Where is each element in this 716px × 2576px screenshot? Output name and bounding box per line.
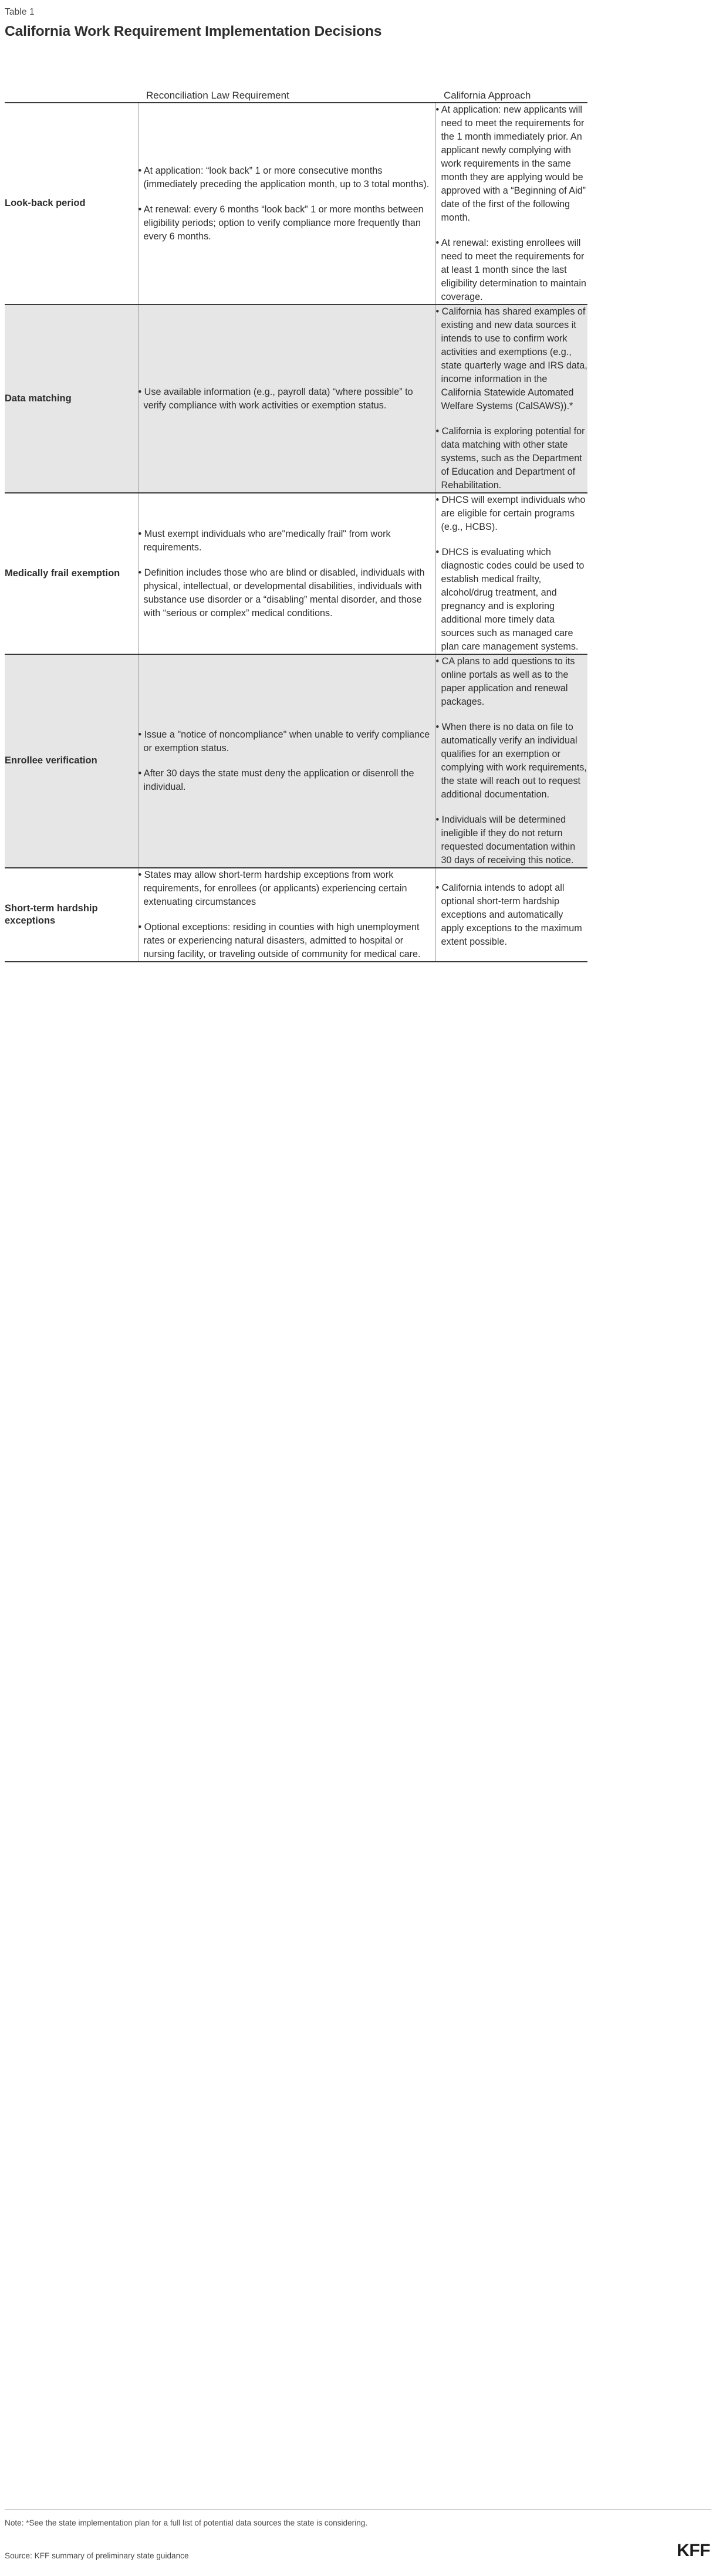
list-item: • California is exploring potential for data matching with other state systems, such as the Department of Education and Department of Rehabilitation. bbox=[435, 426, 585, 491]
source-text: Source: KFF summary of preliminary state guidance bbox=[5, 2551, 189, 2560]
bullet-list bbox=[139, 868, 435, 961]
table-row bbox=[5, 305, 587, 493]
list-item: • California intends to adopt all optional short-term hardship exceptions and automatically apply exceptions to the maximum extent possible. bbox=[435, 882, 582, 947]
list-item: • At application: “look back” 1 or more consecutive months (immediately preceding the application month, up to 3 total months). bbox=[138, 165, 430, 190]
table-header bbox=[5, 89, 587, 103]
list-item: • Optional exceptions: residing in counties with high unemployment rates or experiencing natural disasters, admitted to hospital or nursing facility, or traveling outside of community for medical care. bbox=[138, 922, 421, 960]
row-label: Medically frail exemption bbox=[5, 567, 120, 579]
bullet-list bbox=[139, 728, 435, 794]
footer-divider bbox=[5, 2509, 711, 2510]
kff-logo: KFF bbox=[677, 2541, 710, 2560]
list-item: • Issue a "notice of noncompliance" when unable to verify compliance or exemption status. bbox=[138, 729, 430, 754]
table-row bbox=[5, 103, 587, 305]
row-approach-cell bbox=[435, 493, 587, 654]
list-item: • Must exempt individuals who are"medically frail" from work requirements. bbox=[138, 528, 391, 553]
bullet-list bbox=[436, 103, 588, 304]
bullet-list bbox=[139, 528, 435, 620]
list-item: • Definition includes those who are blind or disabled, individuals with physical, intellectual, or developmental disabilities, individuals with substance use disorder or a “disabling” mental disorder, and those with “serious or complex” medical conditions. bbox=[138, 567, 425, 618]
data-table-container bbox=[5, 89, 587, 962]
list-item: • DHCS is evaluating which diagnostic codes could be used to establish medical frailty, alcohol/drug treatment, and pregnancy and is exploring additional more timely data sources such as managed care plan care management systems. bbox=[435, 547, 585, 653]
list-item: • Individuals will be determined ineligible if they do not return requested documentation within 30 days of receiving this notice. bbox=[435, 814, 576, 866]
row-label: Enrollee verification bbox=[5, 654, 138, 868]
table-body bbox=[5, 103, 587, 962]
list-item: • After 30 days the state must deny the application or disenroll the individual. bbox=[138, 768, 414, 793]
row-approach-cell bbox=[435, 654, 587, 868]
list-item: • At application: new applicants will need to meet the requirements for the 1 month immediately prior. An applicant newly complying with work requirements in the same month they are applying would be approved with a “Beginning of Aid” date of the first of the following month. bbox=[435, 104, 586, 224]
list-item: • DHCS will exempt individuals who are eligible for certain programs (e.g., HCBS). bbox=[435, 495, 586, 533]
list-item: • Use available information (e.g., payroll data) “where possible” to verify compliance with work activities or exemption status. bbox=[138, 386, 413, 411]
row-label: Look-back period bbox=[5, 198, 86, 209]
row-requirement-cell bbox=[138, 103, 435, 305]
table-row bbox=[5, 868, 587, 962]
list-item: • When there is no data on file to automatically verify an individual qualifies for an exemption or complying with work requirements, the state will reach out to request additional documentation. bbox=[435, 722, 587, 800]
list-item: • At renewal: every 6 months “look back” 1 or more months between eligibility periods; option to verify compliance more frequently than every 6 months. bbox=[138, 204, 424, 242]
list-item: • States may allow short-term hardship exceptions from work requirements, for enrollees (or applicants) experiencing certain extenuating circumstances bbox=[138, 870, 407, 908]
column-header-reconciliation-law-requirement: Reconciliation Law Requirement bbox=[146, 90, 289, 101]
list-item: • CA plans to add questions to its online portals as well as to the paper application and renewal packages. bbox=[435, 656, 575, 708]
bullet-list bbox=[139, 386, 435, 413]
footnote-text: Note: *See the state implementation plan for a full list of potential data sources the state is considering. bbox=[5, 2518, 368, 2527]
data-table bbox=[5, 89, 587, 962]
bullet-list bbox=[436, 655, 588, 867]
row-requirement-cell bbox=[138, 654, 435, 868]
row-requirement-cell bbox=[138, 305, 435, 493]
row-requirement-cell bbox=[138, 868, 435, 962]
table-number-label: Table 1 bbox=[5, 7, 35, 17]
table-row bbox=[5, 654, 587, 868]
row-requirement-cell bbox=[138, 493, 435, 654]
page-title: California Work Requirement Implementation Decisions bbox=[5, 23, 382, 39]
bullet-list bbox=[436, 305, 588, 492]
bullet-list bbox=[139, 164, 435, 244]
column-header-row-label bbox=[5, 89, 138, 103]
row-approach-cell bbox=[435, 305, 587, 493]
bullet-list bbox=[436, 881, 588, 949]
row-approach-cell bbox=[435, 103, 587, 305]
bullet-list bbox=[436, 493, 588, 654]
row-label: Data matching bbox=[5, 305, 138, 493]
column-header-california-approach: California Approach bbox=[444, 90, 531, 101]
row-approach-cell bbox=[435, 868, 587, 962]
list-item: • California has shared examples of existing and new data sources it intends to use to confirm work activities and exemptions (e.g., state quarterly wage and IRS data, income information in the California Statewide Automated Welfare Systems (CalSAWS)).* bbox=[435, 306, 587, 412]
table-row bbox=[5, 493, 587, 654]
row-label: Short-term hardship exceptions bbox=[5, 902, 98, 927]
table-header-row bbox=[5, 89, 587, 103]
list-item: • At renewal: existing enrollees will need to meet the requirements for at least 1 month since the last eligibility determination to maintain coverage. bbox=[435, 238, 586, 303]
